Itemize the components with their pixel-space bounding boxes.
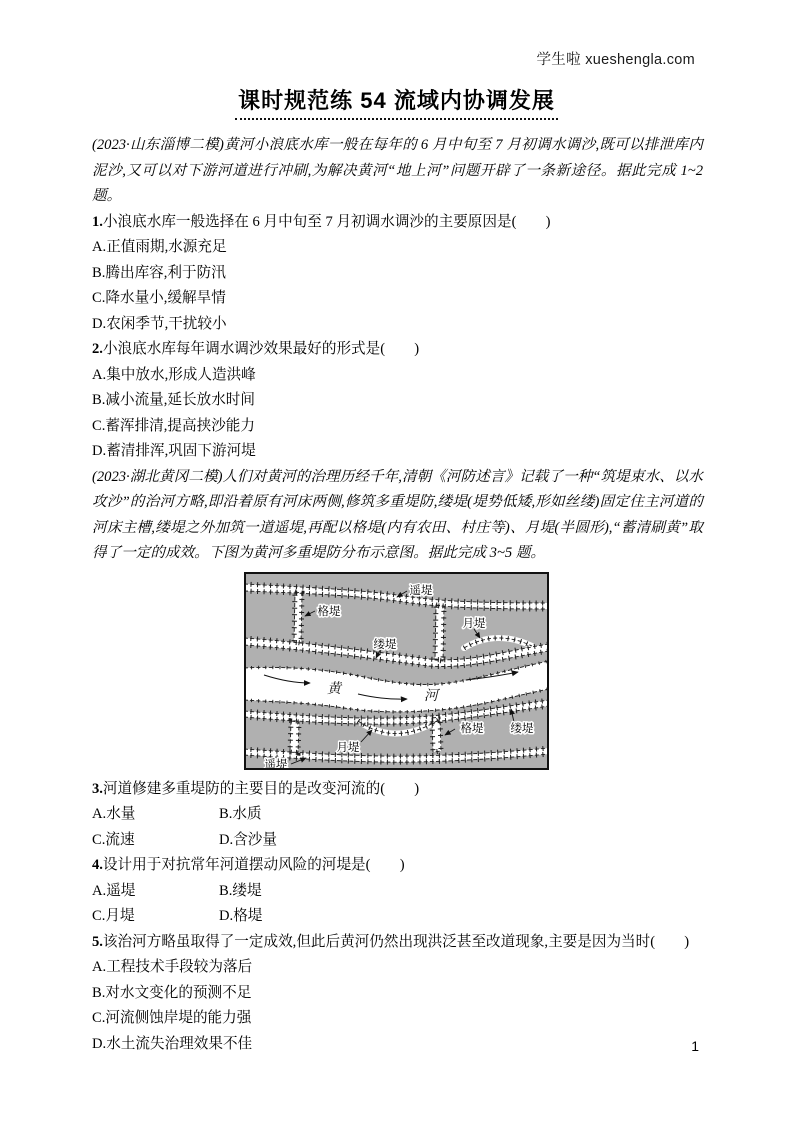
river-char-huang: 黄 xyxy=(327,681,341,697)
label-ludi-top: 缕堤 xyxy=(373,638,397,651)
label-yuedi-top: 月堤 xyxy=(462,617,486,630)
question-5-option-a: A.工程技术手段较为落后 xyxy=(92,959,253,975)
question-4-options-row-2 xyxy=(92,904,703,930)
page-number: 1 xyxy=(691,1038,699,1054)
levee-diagram xyxy=(244,572,549,770)
question-5-number: 5. xyxy=(92,933,103,950)
question-3-option-c: C.流速 xyxy=(92,831,135,848)
question-2-option-a: A.集中放水,形成人造洪峰 xyxy=(92,366,256,383)
label-ludi-bottom: 缕堤 xyxy=(510,722,534,735)
question-1-option-b: B.腾出库容,利于防汛 xyxy=(92,264,226,281)
question-2-number: 2. xyxy=(92,341,103,357)
question-1-option-c: C.降水量小,缓解旱情 xyxy=(92,290,226,306)
question-3-stem: 3.河道修建多重堤防的主要目的是改变河流的( ) xyxy=(92,780,420,797)
question-4-options-row-1 xyxy=(92,879,703,905)
question-5-option-b: B.对水文变化的预测不足 xyxy=(92,984,252,1001)
question-4-option-c: C.月堤 xyxy=(92,908,135,924)
question-5-stem: 5.该治河方略虽取得了一定成效,但此后黄河仍然出现洪泛甚至改道现象,主要是因为当时( ) xyxy=(92,933,690,950)
question-2-option-b: B.减小流量,延长放水时间 xyxy=(92,392,255,408)
page-title: 课时规范练 54 流域内协调发展 xyxy=(235,88,558,120)
question-5-option-d: D.水土流失治理效果不佳 xyxy=(92,1035,253,1052)
question-1-number: 1. xyxy=(92,213,103,230)
question-3-number: 3. xyxy=(92,780,103,797)
label-yaodi-top: 遥堤 xyxy=(409,584,433,597)
river-char-he: 河 xyxy=(424,688,438,704)
site-watermark: 学生啦 xueshengla.com xyxy=(536,52,695,68)
question-4-number: 4. xyxy=(92,857,103,873)
question-1-stem: 1.小浪底水库一般选择在 6 月中旬至 7 月初调水调沙的主要原因是( ) xyxy=(92,213,551,230)
question-5-option-c: C.河流侧蚀岸堤的能力强 xyxy=(92,1010,252,1026)
label-gedi-bottom: 格堤 xyxy=(460,722,484,735)
question-4-stem: 4.设计用于对抗常年河道摆动风险的河堤是( ) xyxy=(92,857,405,873)
label-yaodi-bottom: 遥堤 xyxy=(264,758,288,770)
question-3-option-d: D.含沙量 xyxy=(219,831,277,848)
label-yuedi-bottom: 月堤 xyxy=(336,741,360,754)
question-3-option-b: B.水质 xyxy=(219,806,262,822)
question-2-option-d: D.蓄清排浑,巩固下游河堤 xyxy=(92,443,256,459)
question-4-option-d: D.格堤 xyxy=(219,908,263,924)
passage-1: (2023·山东淄博二模)黄河小浪底水库一般在每年的 6 月中旬至 7 月初调水调沙,既可以排泄库内泥沙,又可以对下游河道进行冲刷,为解决黄河“地上河”问题开辟了一条新途径。据此完成 1~2 题。 xyxy=(92,137,703,204)
question-3-options-row-1 xyxy=(92,802,703,828)
label-gedi-top: 格堤 xyxy=(317,605,341,618)
question-4-option-a: A.遥堤 xyxy=(92,882,136,899)
levee-diagram-figure xyxy=(244,572,549,770)
passage-2: (2023·湖北黄冈二模)人们对黄河的治理历经千年,清朝《河防述言》记载了一种“筑堤束水、以水攻沙”的治河方略,即沿着原有河床两侧,修筑多重堤防,缕堤(堤势低矮,形如丝缕)固定住主河道的河床主槽,缕堤之外加筑一道遥堤,再配以格堤(内有农田、村庄等)、月堤(半圆形),“蓄清刷黄”取得了一定的成效。下图为黄河多重堤防分布示意图。据此完成 3~5 题。 xyxy=(92,468,703,561)
question-2-stem: 2.小浪底水库每年调水调沙效果最好的形式是( ) xyxy=(92,341,420,357)
document-body xyxy=(92,133,703,1057)
question-4-option-b: B.缕堤 xyxy=(219,882,262,899)
question-1-option-d: D.农闲季节,干扰较小 xyxy=(92,315,227,332)
question-3-option-a: A.水量 xyxy=(92,806,136,822)
question-1-option-a: A.正值雨期,水源充足 xyxy=(92,239,227,255)
question-2-option-c: C.蓄浑排清,提高挟沙能力 xyxy=(92,417,255,434)
question-3-options-row-2 xyxy=(92,828,703,854)
